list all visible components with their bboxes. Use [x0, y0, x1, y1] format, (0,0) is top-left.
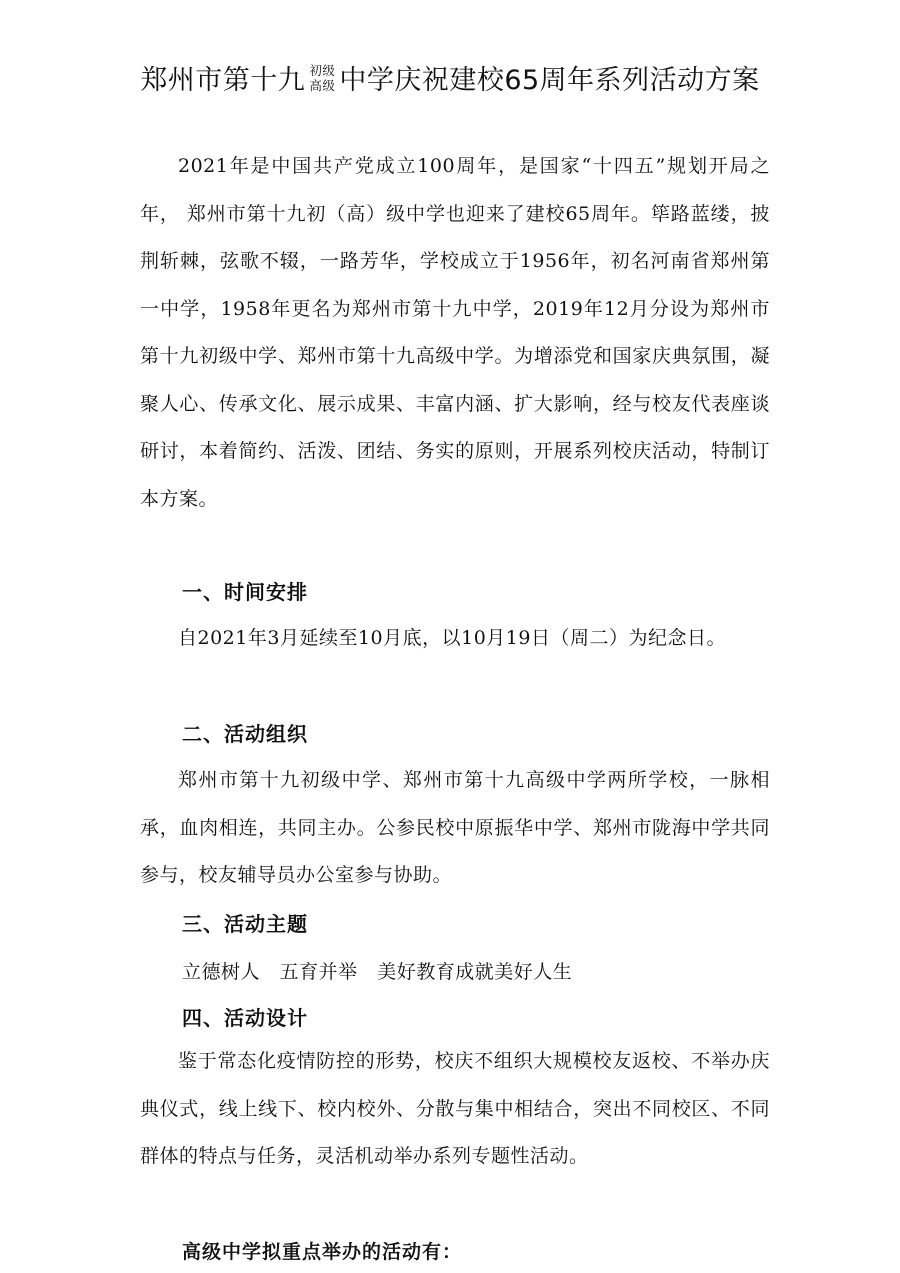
section-heading-theme: 三、活动主题 [182, 912, 308, 936]
section-paragraph-schedule: 自2021年3月延续至10月底，以10月19日（周二）为纪念日。 [178, 627, 726, 649]
title-stacked-school-levels [309, 63, 335, 93]
title-stack-top: 初级 [309, 63, 336, 78]
title-prefix: 郑州市第十九 [140, 64, 306, 96]
intro-paragraph: 2021年是中国共产党成立100周年，是国家“十四五”规划开局之年， 郑州市第十九初（高）级中学也迎来了建校65周年。筚路蓝缕，披荆斩棘，弦歌不辍，一路芳华，学校成立于1956年，初名河南省郑州第一中学，1958年更名为郑州市第十九中学，2019年12月分设为郑州市第十九初级中学、郑州市第十九高级中学。为增添党和国家庆典氛围，凝聚人心、传承文化、展示成果、丰富内涵、扩大影响，经与校友代表座谈研讨，本着简约、活泼、团结、务实的原则，开展系列校庆活动，特制订本方案。 [140, 155, 770, 510]
title-suffix: 中学庆祝建校65周年系列活动方案 [339, 64, 760, 96]
document-title [0, 52, 900, 102]
section-body-schedule [140, 615, 770, 663]
section-paragraph-design: 鉴于常态化疫情防控的形势，校庆不组织大规模校友返校、不举办庆典仪式，线上线下、校内校外、分散与集中相结合，突出不同校区、不同群体的特点与任务，灵活机动举办系列专题性活动。 [140, 1050, 770, 1167]
section-heading-schedule: 一、时间安排 [182, 580, 308, 604]
title-stack-bottom: 高级 [309, 78, 336, 93]
section-heading-organization: 二、活动组织 [182, 722, 308, 746]
section-theme-motto: 立德树人 五育并举 美好教育成就美好人生 [182, 961, 573, 983]
subheading-high-school-activities: 高级中学拟重点举办的活动有： [182, 1241, 463, 1263]
section-body-organization [140, 757, 770, 900]
section-paragraph-organization: 郑州市第十九初级中学、郑州市第十九高级中学两所学校，一脉相承，血肉相连，共同主办。公参民校中原振华中学、郑州市陇海中学共同参与，校友辅导员办公室参与协助。 [140, 769, 770, 886]
section-heading-design: 四、活动设计 [182, 1006, 308, 1030]
intro-block [140, 143, 770, 523]
section-body-design [140, 1038, 770, 1181]
